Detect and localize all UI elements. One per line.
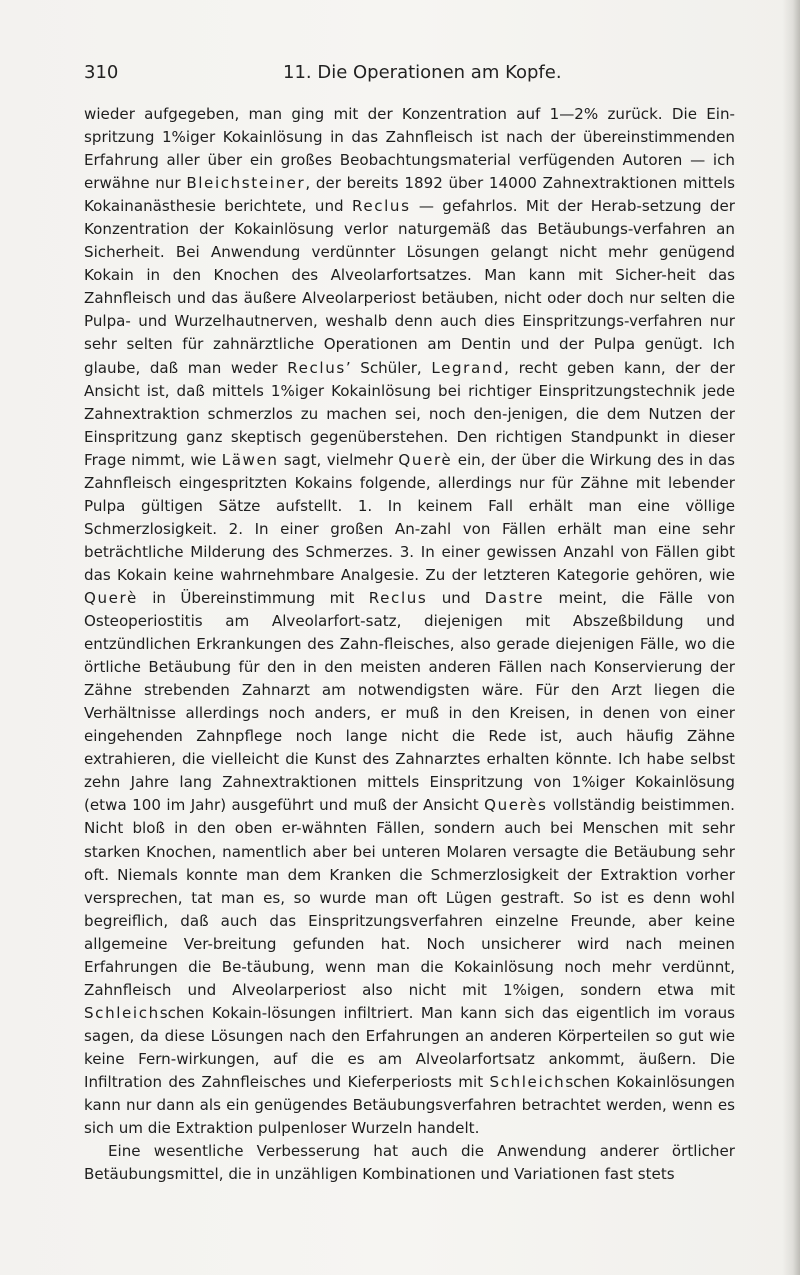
text-run: ’ Schüler, (345, 358, 432, 377)
text-run: schen Kokainlösungen kann nur dann als ein genügendes Betäubungsverfahren betrachtet werden, wenn es sich um die Extraktion pulpenloser Wurzeln handelt. (84, 1072, 736, 1138)
person-name: Querès (484, 796, 548, 815)
text-run: ein, der über die Wirkung des in das Zahnfleisch eingespritzten Kokains folgende, allerdings nur für Zähne mit lebender Pulpa gültigen Sätze aufstellt. 1. In keinem Fall erhält man eine völlige Schmerzlosigkeit. 2. In einer großen An-zahl von Fällen erhält man eine sehr beträchtliche Milderung des Schmerzes. 3. In einer gewissen Anzahl von Fällen gibt das Kokain keine wahrnehmbare Analgesie. Zu der letzteren Kategorie gehören, wie (84, 450, 735, 584)
person-name: Schleich (489, 1072, 566, 1091)
person-name: Reclus (287, 358, 346, 377)
person-name: Querè (398, 450, 453, 469)
person-name: Läwen (221, 450, 279, 469)
text-run: vollständig beistimmen. Nicht bloß in den oben er-wähnten Fällen, sondern auch bei Menschen mit sehr starken Knochen, namentlich aber bei unteren Molaren versagte die Betäubung sehr oft. Niemals konnte man dem Kranken die Schmerzlosigkeit der Extraktion vorher versprechen, tat man es, so wurde man oft Lügen gestraft. So ist es denn wohl begreiflich, daß auch das Einspritzungsverfahren einzelne Freunde, aber keine allgemeine Ver-breitung gefunden hat. Noch unsicherer wird nach meinen Erfahrungen die Be-täubung, wenn man die Kokainlösung noch mehr verdünnt, Zahnfleisch und Alveolarperiost also nicht mit 1%igen, sondern etwa mit (84, 796, 735, 999)
text-run: , recht geben kann, der der Ansicht ist, daß mittels 1%iger Kokainlösung bei richtiger Einspritzungstechnik jede Zahnextraktion schmerzlos zu machen sei, noch den-jenigen, die dem Nutzen der Einspritzung ganz skeptisch gegenüberstehen. Den richtigen Standpunkt in dieser Frage nimmt, wie (84, 358, 736, 469)
text-run: wieder aufgegeben, man ging mit der Konzentration auf 1—2% zurück. Die Ein-spritzung 1%iger Kokainlösung in das Zahnfleisch ist nach der übereinstimmenden Erfahrung aller über ein großes Beobachtungsmaterial verfügenden Autoren — ich erwähne nur (84, 105, 735, 193)
paragraph (84, 1140, 735, 1186)
body-text (84, 103, 735, 1186)
paragraph (84, 103, 735, 1140)
text-run: — gefahrlos. Mit der Herab-setzung der Konzentration der Kokainlösung verlor naturgemäß das Betäubungs-verfahren an Sicherheit. Bei Anwendung verdünnter Lösungen gelangt nicht mehr genügend Kokain in den Knochen des Alveolarfortsatzes. Man kann mit Sicher-heit das Zahnfleisch und das äußere Alveolarperiost betäuben, nicht oder doch nur selten die Pulpa- und Wurzelhautnerven, weshalb denn auch dies Einspritzungs-verfahren nur sehr selten für zahnärztliche Operationen am Dentin und der Pulpa genügt. Ich glaube, daß man weder (84, 197, 735, 377)
person-name: Legrand (431, 358, 505, 377)
text-run: , der bereits 1892 über 14000 Zahnextraktionen mittels Kokainanästhesie berichtete, und (84, 174, 735, 216)
text-run: schen Kokain-lösungen infiltriert. Man kann sich das eigentlich im voraus sagen, da diese Lösungen nach den Erfahrungen an anderen Körperteilen so gut wie keine Fern-wirkungen, auf die es am Alveolarfortsatz ankommt, äußern. Die Infiltration des Zahnfleisches und Kieferperiosts mit (84, 1003, 735, 1091)
person-name: Schleich (84, 1003, 160, 1022)
person-name: Bleichsteiner (186, 174, 306, 193)
text-run: in Übereinstimmung mit (137, 588, 369, 607)
text-run: und (427, 588, 485, 607)
page-number: 310 (84, 62, 119, 83)
text-run: Eine wesentliche Verbesserung hat auch die Anwendung anderer örtlicher Betäubungsmittel, die in unzähligen Kombinationen und Variationen fast stets (84, 1142, 735, 1184)
page-edge-shadow (782, 0, 800, 1275)
text-run: meint, die Fälle von Osteoperiostitis am Alveolarfort-satz, diejenigen mit Abszeßbildung und entzündlichen Erkrankungen des Zahn-fleisches, also gerade diejenigen Fälle, wo die örtliche Betäubung für den in den meisten anderen Fällen nach Konservierung der Zähne strebenden Zahnarzt am notwendigsten wäre. Für den Arzt liegen die Verhältnisse allerdings noch anders, er muß in den Kreisen, in denen von einer eingehenden Zahnpflege noch lange nicht die Rede ist, auch häufig Zähne extrahieren, die vielleicht die Kunst des Zahnarztes erhalten könnte. Ich habe selbst zehn Jahre lang Zahnextraktionen mittels Einspritzung von 1%iger Kokainlösung (etwa 100 im Jahr) ausgeführt und muß der Ansicht (84, 588, 736, 815)
running-title: 11. Die Operationen am Kopfe. (283, 62, 562, 83)
person-name: Querè (84, 588, 138, 607)
person-name: Dastre (484, 588, 545, 607)
person-name: Reclus (368, 588, 428, 607)
text-run: sagt, vielmehr (278, 450, 399, 469)
page-header (84, 62, 724, 92)
person-name: Reclus (351, 197, 411, 216)
